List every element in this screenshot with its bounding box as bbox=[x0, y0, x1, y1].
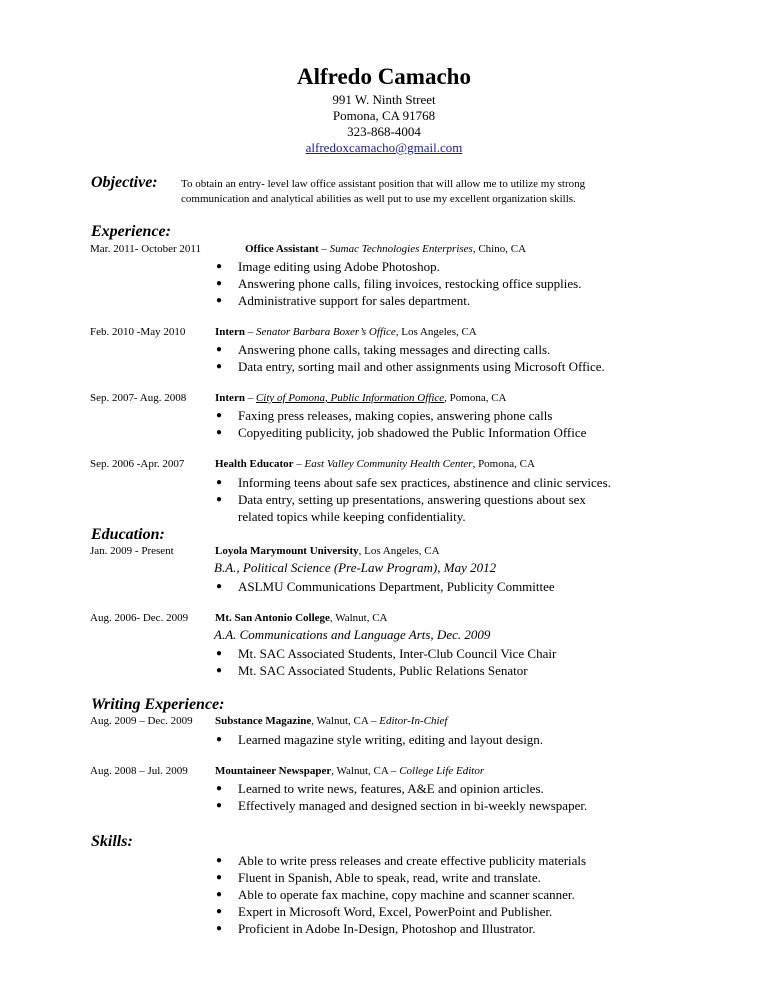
objective-text bbox=[181, 177, 651, 207]
list-item: ● ASLMU Communications Department, Publicity Committee bbox=[216, 579, 555, 594]
skills-bullets bbox=[216, 852, 586, 937]
job-date: Sep. 2006 -Apr. 2007 bbox=[90, 458, 185, 470]
list-item: ● Able to operate fax machine, copy machine and scanner scanner. bbox=[216, 887, 575, 902]
degree: A.A. Communications and Language Arts, Dec. 2009 bbox=[214, 627, 491, 642]
job-title: Intern – Senator Barbara Boxer’s Office, Los Angeles, CA bbox=[215, 326, 477, 338]
job-date: Sep. 2007- Aug. 2008 bbox=[90, 392, 187, 404]
list-item: ● Image editing using Adobe Photoshop. bbox=[216, 259, 440, 274]
objective-line-1: To obtain an entry- level law office assistant position that will allow me to utilize my strong bbox=[181, 178, 586, 190]
writing-title: Substance Magazine, Walnut, CA – Editor-In-Chief bbox=[215, 715, 448, 727]
writing-date: Aug. 2009 – Dec. 2009 bbox=[90, 715, 193, 727]
list-item: ● Expert in Microsoft Word, Excel, PowerPoint and Publisher. bbox=[216, 904, 553, 919]
job-title: Health Educator – East Valley Community Health Center, Pomona, CA bbox=[215, 458, 535, 470]
list-item: ● Able to write press releases and create effective publicity materials bbox=[216, 853, 587, 868]
school-bullets bbox=[216, 578, 555, 595]
list-item: ● Mt. SAC Associated Students, Public Relations Senator bbox=[216, 663, 528, 678]
list-item: ● Proficient in Adobe In-Design, Photoshop and Illustrator. bbox=[216, 921, 536, 936]
list-item: ● Mt. SAC Associated Students, Inter-Club Council Vice Chair bbox=[216, 646, 557, 661]
job-bullets bbox=[216, 258, 581, 309]
list-item: ● Fluent in Spanish, Able to speak, read, write and translate. bbox=[216, 870, 541, 885]
school-bullets bbox=[216, 645, 556, 679]
job-date: Mar. 2011- October 2011 bbox=[90, 243, 201, 255]
writing-bullets bbox=[216, 780, 587, 814]
experience-heading: Experience: bbox=[91, 223, 171, 240]
job-date: Feb. 2010 -May 2010 bbox=[90, 326, 186, 338]
resume-name: Alfredo Camacho bbox=[297, 64, 471, 89]
list-item: ● Copyediting publicity, job shadowed the Public Information Office bbox=[216, 425, 587, 440]
email-link[interactable]: alfredoxcamacho@gmail.com bbox=[305, 140, 463, 155]
job-bullets bbox=[216, 474, 611, 525]
list-item: ● Answering phone calls, filing invoices, restocking office supplies. bbox=[216, 276, 582, 291]
list-item: ● Answering phone calls, taking messages and directing calls. bbox=[216, 342, 551, 357]
job-bullets bbox=[216, 407, 586, 441]
list-item-continuation: related topics while keeping confidentiality. bbox=[238, 509, 466, 524]
list-item: ● Learned magazine style writing, editing and layout design. bbox=[216, 732, 544, 747]
list-item: ● Data entry, sorting mail and other assignments using Microsoft Office. bbox=[216, 359, 605, 374]
writing-title: Mountaineer Newspaper, Walnut, CA – College Life Editor bbox=[215, 765, 485, 777]
list-item: ● Administrative support for sales department. bbox=[216, 293, 471, 308]
school-name: Mt. San Antonio College, Walnut, CA bbox=[215, 612, 388, 624]
objective-heading: Objective: bbox=[91, 174, 158, 191]
education-heading: Education: bbox=[91, 526, 165, 543]
writing-date: Aug. 2008 – Jul. 2009 bbox=[90, 765, 188, 777]
degree: B.A., Political Science (Pre-Law Program), May 2012 bbox=[214, 560, 497, 575]
school-name: Loyola Marymount University, Los Angeles, CA bbox=[215, 545, 440, 557]
school-date: Jan. 2009 - Present bbox=[90, 545, 174, 557]
writing-heading: Writing Experience: bbox=[91, 696, 225, 713]
list-item: ● Faxing press releases, making copies, answering phone calls bbox=[216, 408, 553, 423]
phone: 323-868-4004 bbox=[347, 124, 421, 139]
job-title: Office Assistant – Sumac Technologies Enterprises, Chino, CA bbox=[245, 243, 527, 255]
job-bullets bbox=[216, 341, 605, 375]
list-item: ● Informing teens about safe sex practices, abstinence and clinic services. bbox=[216, 475, 611, 490]
skills-heading: Skills: bbox=[91, 833, 133, 850]
city: Pomona, CA 91768 bbox=[332, 108, 436, 123]
list-item: ● Effectively managed and designed section in bi-weekly newspaper. bbox=[216, 798, 588, 813]
school-date: Aug. 2006- Dec. 2009 bbox=[90, 612, 189, 624]
objective-line-2: communication and analytical abilities as well put to use my excellent organization skills. bbox=[181, 193, 576, 205]
list-item: ● Learned to write news, features, A&E and opinion articles. bbox=[216, 781, 544, 796]
address: 991 W. Ninth Street bbox=[332, 92, 436, 107]
writing-bullets bbox=[216, 731, 543, 748]
job-title: Intern – City of Pomona, Public Information Office, Pomona, CA bbox=[215, 392, 507, 404]
list-item: ● Data entry, setting up presentations, answering questions about sex bbox=[216, 492, 586, 507]
